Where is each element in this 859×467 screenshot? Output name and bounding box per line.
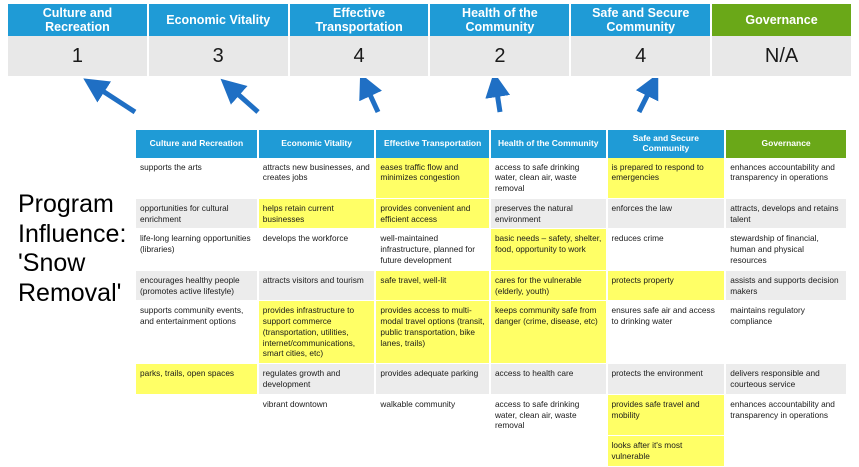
matrix-cell: maintains regulatory compliance — [725, 301, 846, 364]
arrow-up-left-icon-1 — [95, 86, 135, 112]
matrix-cell: ensures safe air and access to drinking water — [607, 301, 726, 364]
matrix-cell: develops the workforce — [258, 229, 376, 270]
priority-header-culture-and-recreation: Culture and Recreation — [8, 4, 149, 36]
matrix-cell: attracts visitors and tourism — [258, 270, 376, 301]
matrix-cell: delivers responsible and courteous service — [725, 364, 846, 395]
matrix-cell: encourages healthy people (promotes active lifestyle) — [136, 270, 258, 301]
matrix-cell: preserves the natural environment — [490, 198, 607, 229]
matrix-cell: parks, trails, open spaces — [136, 364, 258, 395]
matrix-cell: protects the environment — [607, 364, 726, 395]
score-effective-transportation: 4 — [290, 36, 431, 76]
matrix-cell: provides convenient and efficient access — [375, 198, 490, 229]
table-row — [136, 394, 846, 435]
matrix-cell: supports community events, and entertainment options — [136, 301, 258, 364]
matrix-cell: access to health care — [490, 364, 607, 395]
matrix-cell: reduces crime — [607, 229, 726, 270]
matrix-cell — [258, 436, 376, 467]
matrix-cell: stewardship of financial, human and physical resources — [725, 229, 846, 270]
score-safe-and-secure-community: 4 — [571, 36, 712, 76]
table-row — [136, 229, 846, 270]
matrix-cell: provides adequate parking — [375, 364, 490, 395]
matrix-cell: safe travel, well-lit — [375, 270, 490, 301]
matrix-cell: opportunities for cultural enrichment — [136, 198, 258, 229]
table-row — [136, 270, 846, 301]
priority-header-economic-vitality: Economic Vitality — [149, 4, 290, 36]
table-row — [136, 364, 846, 395]
score-health-of-the-community: 2 — [430, 36, 571, 76]
matrix-cell: enhances accountability and transparency in operations — [725, 158, 846, 199]
matrix-header-culture-and-recreation: Culture and Recreation — [136, 130, 258, 158]
matrix-cell: basic needs – safety, shelter, food, opportunity to work — [490, 229, 607, 270]
matrix-cell: attracts new businesses, and creates jobs — [258, 158, 376, 199]
matrix-header-effective-transportation: Effective Transportation — [375, 130, 490, 158]
arrow-up-left-icon-3 — [366, 86, 378, 112]
table-row — [136, 158, 846, 199]
priority-header-effective-transportation: Effective Transportation — [290, 4, 431, 36]
matrix-cell: well-maintained infrastructure, planned for future development — [375, 229, 490, 270]
matrix-header-row — [136, 130, 846, 158]
table-row — [136, 436, 846, 467]
program-influence-caption: Program Influence: 'Snow Removal' — [18, 190, 127, 307]
matrix-cell: provides infrastructure to support commerce (transportation, utilities, internet/communications, smart cities, etc) — [258, 301, 376, 364]
matrix-cell: eases traffic flow and minimizes congestion — [375, 158, 490, 199]
matrix-cell — [136, 394, 258, 435]
score-economic-vitality: 3 — [149, 36, 290, 76]
matrix-cell: is prepared to respond to emergencies — [607, 158, 726, 199]
matrix-cell — [725, 436, 846, 467]
matrix-body — [136, 158, 846, 467]
priority-header-health-of-the-community: Health of the Community — [430, 4, 571, 36]
matrix-cell: protects property — [607, 270, 726, 301]
matrix-cell: access to safe drinking water, clean air, waste removal — [490, 158, 607, 199]
matrix-header-health-of-the-community: Health of the Community — [490, 130, 607, 158]
priority-header-row — [8, 4, 851, 36]
score-culture-and-recreation: 1 — [8, 36, 149, 76]
priority-header-safe-and-secure-community: Safe and Secure Community — [571, 4, 712, 36]
matrix-header-economic-vitality: Economic Vitality — [258, 130, 376, 158]
matrix-cell — [136, 436, 258, 467]
priority-header-governance: Governance — [712, 4, 851, 36]
matrix-cell: access to safe drinking water, clean air, waste removal — [490, 394, 607, 435]
table-row — [136, 301, 846, 364]
matrix-cell — [490, 436, 607, 467]
matrix-cell: provides safe travel and mobility — [607, 394, 726, 435]
matrix-cell: provides access to multi-modal travel options (transit, public transportation, bike lanes, trails) — [375, 301, 490, 364]
matrix-cell: attracts, develops and retains talent — [725, 198, 846, 229]
matrix-header-safe-and-secure-community: Safe and Secure Community — [607, 130, 726, 158]
matrix-cell: vibrant downtown — [258, 394, 376, 435]
results-matrix-table — [136, 130, 846, 467]
matrix-cell: regulates growth and development — [258, 364, 376, 395]
matrix-cell: helps retain current businesses — [258, 198, 376, 229]
matrix-cell — [375, 436, 490, 467]
priority-score-band — [8, 4, 851, 76]
matrix-header-governance: Governance — [725, 130, 846, 158]
matrix-cell: walkable community — [375, 394, 490, 435]
score-governance: N/A — [764, 44, 799, 67]
matrix-cell: looks after it's most vulnerable — [607, 436, 726, 467]
matrix-cell: assists and supports decision makers — [725, 270, 846, 301]
matrix-cell: supports the arts — [136, 158, 258, 199]
matrix-cell: enforces the law — [607, 198, 726, 229]
matrix-cell: enhances accountability and transparency in operations — [725, 394, 846, 435]
matrix-cell: keeps community safe from danger (crime, disease, etc) — [490, 301, 607, 364]
arrow-up-left-icon-4 — [496, 86, 500, 112]
arrow-group — [0, 78, 859, 134]
matrix-cell: life-long learning opportunities (libraries) — [136, 229, 258, 270]
matrix-cell: cares for the vulnerable (elderly, youth) — [490, 270, 607, 301]
arrow-up-left-icon-2 — [231, 88, 258, 112]
priority-score-row — [8, 36, 851, 76]
table-row — [136, 198, 846, 229]
arrow-up-left-icon-5 — [639, 86, 652, 112]
